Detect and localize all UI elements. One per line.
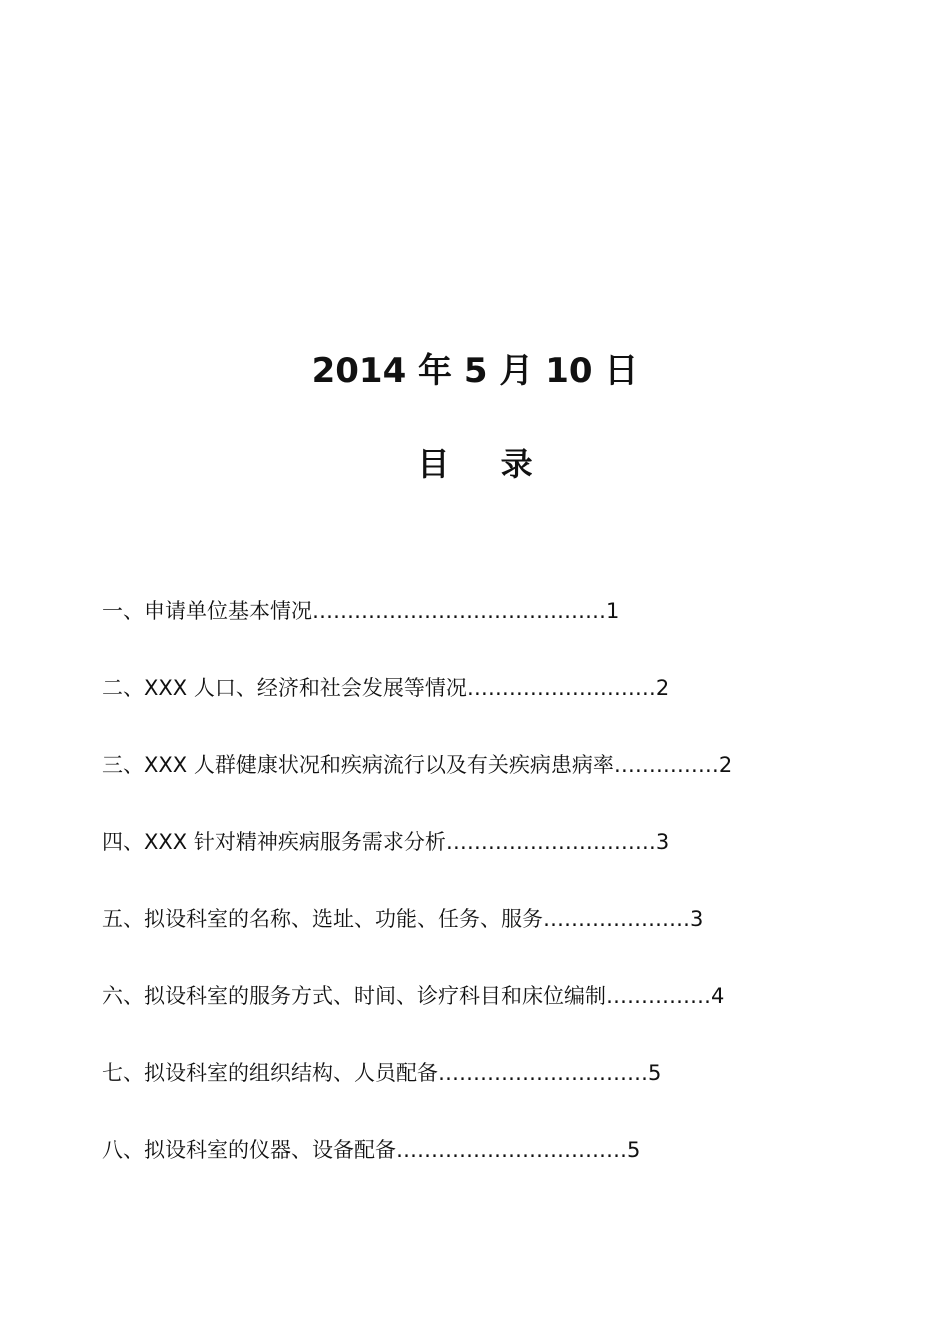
toc-entry[interactable] xyxy=(102,979,862,1056)
date-title: 2014 年 5 月 10 日 xyxy=(311,351,639,391)
toc-entry-title: 二、XXX 人口、经济和社会发展等情况 xyxy=(102,676,467,700)
toc-leader-dots: ………………………… xyxy=(438,1061,648,1085)
toc-leader-dots: …………… xyxy=(613,753,719,777)
toc-entry[interactable] xyxy=(102,748,862,825)
toc-entry[interactable] xyxy=(102,1133,862,1210)
toc-entry[interactable] xyxy=(102,825,862,902)
toc-entry-title: 一、申请单位基本情况 xyxy=(102,599,312,623)
toc-page-number: 4 xyxy=(711,984,725,1008)
toc-entry-title: 五、拟设科室的名称、选址、功能、任务、服务 xyxy=(102,907,543,931)
toc-page-number: 5 xyxy=(648,1061,662,1085)
toc-leader-dots: …………………………… xyxy=(396,1138,627,1162)
toc-entry[interactable] xyxy=(102,594,862,671)
toc-leader-dots: ………………… xyxy=(543,907,690,931)
toc-leader-dots: ………………………… xyxy=(445,830,656,854)
toc-entry-title: 六、拟设科室的服务方式、时间、诊疗科目和床位编制 xyxy=(102,984,606,1008)
table-of-contents xyxy=(102,594,862,1210)
toc-page-number: 3 xyxy=(690,907,704,931)
toc-entry[interactable] xyxy=(102,902,862,979)
toc-leader-dots: …………… xyxy=(606,984,711,1008)
toc-leader-dots: ……………………… xyxy=(466,676,656,700)
toc-entry[interactable] xyxy=(102,671,862,748)
toc-entry-title: 四、XXX 针对精神疾病服务需求分析 xyxy=(102,830,446,854)
toc-page-number: 2 xyxy=(718,753,733,777)
toc-page-number: 5 xyxy=(627,1138,641,1162)
toc-entry[interactable] xyxy=(102,1056,862,1133)
toc-leader-dots: …………………………………… xyxy=(312,599,606,623)
toc-entry-title: 八、拟设科室的仪器、设备配备 xyxy=(102,1138,396,1162)
toc-entry-title: 三、XXX 人群健康状况和疾病流行以及有关疾病患病率 xyxy=(102,753,614,777)
toc-page-number: 2 xyxy=(655,676,670,700)
toc-page-number: 1 xyxy=(606,599,620,623)
toc-heading: 目 录 xyxy=(417,445,553,483)
toc-entry-title: 七、拟设科室的组织结构、人员配备 xyxy=(102,1061,438,1085)
toc-page-number: 3 xyxy=(655,830,670,854)
